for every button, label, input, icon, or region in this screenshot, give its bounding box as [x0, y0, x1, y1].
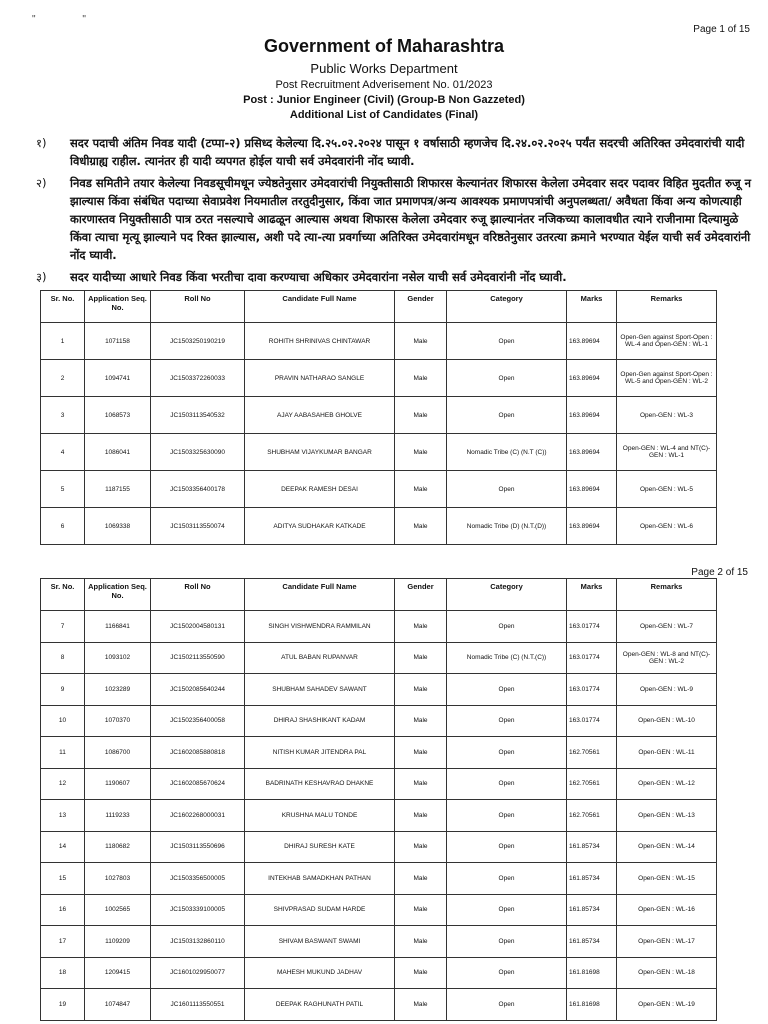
sr-no-cell: 8	[41, 642, 85, 674]
table-row	[41, 434, 717, 471]
candidate-name-cell: NITISH KUMAR JITENDRA PAL	[245, 737, 395, 769]
roll-no-cell: JC1601029950077	[151, 957, 245, 989]
table-row	[41, 926, 717, 958]
note-number: ३)	[36, 270, 47, 284]
remarks-cell: Open-GEN : WL-3	[617, 397, 717, 434]
roll-no-cell: JC1602268000031	[151, 800, 245, 832]
gender-cell: Male	[395, 926, 447, 958]
gender-cell: Male	[395, 863, 447, 895]
sr-no-cell: 18	[41, 957, 85, 989]
gender-cell: Male	[395, 642, 447, 674]
candidate-name-cell: MAHESH MUKUND JADHAV	[245, 957, 395, 989]
candidate-name-cell: SHIVAM BASWANT SWAMI	[245, 926, 395, 958]
roll-no-cell: JC1503132860110	[151, 926, 245, 958]
corner-marks: " "	[32, 14, 108, 25]
sr-no-cell: 15	[41, 863, 85, 895]
gender-cell: Male	[395, 471, 447, 508]
table-row	[41, 360, 717, 397]
table-row	[41, 705, 717, 737]
table-row	[41, 397, 717, 434]
table-row	[41, 800, 717, 832]
candidate-name-cell: BADRINATH KESHAVRAO DHAKNE	[245, 768, 395, 800]
marks-cell: 161.81698	[567, 989, 617, 1021]
sr-no-cell: 3	[41, 397, 85, 434]
marks-cell: 162.70561	[567, 768, 617, 800]
roll-no-cell: JC1601113550551	[151, 989, 245, 1021]
gender-cell: Male	[395, 705, 447, 737]
sr-no-cell: 2	[41, 360, 85, 397]
roll-no-cell: JC1502356400058	[151, 705, 245, 737]
department-name: Public Works Department	[310, 61, 458, 76]
note-text: सदर यादीच्या आधारे निवड किंवा भरतीचा दावा करण्याचा अधिकार उमेदवारांना नसेल याची सर्व उमेदवारांनी नोंद घ्यावी.	[70, 270, 567, 284]
app-seq-no-cell: 1002565	[85, 894, 151, 926]
app-seq-no-cell: 1086041	[85, 434, 151, 471]
remarks-cell: Open-GEN : WL-13	[617, 800, 717, 832]
category-cell: Open	[447, 989, 567, 1021]
category-cell: Open	[447, 397, 567, 434]
gender-cell: Male	[395, 989, 447, 1021]
app-seq-no-cell: 1069338	[85, 508, 151, 545]
col-name-header: Candidate Full Name	[245, 579, 395, 611]
marks-cell: 163.89694	[567, 508, 617, 545]
candidate-name-cell: ROHITH SHRINIVAS CHINTAWAR	[245, 323, 395, 360]
table-row	[41, 508, 717, 545]
roll-no-cell: JC1602085880818	[151, 737, 245, 769]
remarks-cell: Open-GEN : WL-6	[617, 508, 717, 545]
app-seq-no-cell: 1027803	[85, 863, 151, 895]
category-cell: Open	[447, 705, 567, 737]
table-row	[41, 674, 717, 706]
marks-cell: 163.89694	[567, 434, 617, 471]
col-remarks-header: Remarks	[617, 579, 717, 611]
note-item	[36, 134, 754, 170]
sr-no-cell: 5	[41, 471, 85, 508]
marks-cell: 161.81698	[567, 957, 617, 989]
remarks-cell: Open-GEN : WL-18	[617, 957, 717, 989]
note-text: सदर पदाची अंतिम निवड यादी (टप्पा-२) प्रसिध्द केलेल्या दि.२५.०२.२०२४ पासून १ वर्षासाठी म्हणजेच दि.२४.०२.२०२५ पर्यंत सदरची अतिरिक्त उमेदवारांची यादी विधीग्राह्य राहील. त्यानंतर ही यादी व्यपगत होईल याची सर्व उमेदवारांनी नोंद घ्यावी.	[70, 136, 745, 168]
col-marks-header: Marks	[567, 291, 617, 323]
advertisement-number: Post Recruitment Adverisement No. 01/2023	[275, 79, 493, 91]
col-sr-no-header: Sr. No.	[41, 291, 85, 323]
app-seq-no-cell: 1187155	[85, 471, 151, 508]
gender-cell: Male	[395, 768, 447, 800]
candidate-name-cell: ADITYA SUDHAKAR KATKADE	[245, 508, 395, 545]
table-row	[41, 611, 717, 643]
category-cell: Open	[447, 611, 567, 643]
marks-cell: 161.85734	[567, 894, 617, 926]
roll-no-cell: JC1503325630090	[151, 434, 245, 471]
notes-section	[36, 134, 754, 290]
col-app-seq-header: Application Seq. No.	[85, 579, 151, 611]
col-gender-header: Gender	[395, 291, 447, 323]
candidate-name-cell: SHIVPRASAD SUDAM HARDE	[245, 894, 395, 926]
category-cell: Open	[447, 894, 567, 926]
app-seq-no-cell: 1094741	[85, 360, 151, 397]
category-cell: Open	[447, 323, 567, 360]
remarks-cell: Open-GEN : WL-7	[617, 611, 717, 643]
category-cell: Open	[447, 863, 567, 895]
gender-cell: Male	[395, 508, 447, 545]
marks-cell: 163.01774	[567, 611, 617, 643]
category-cell: Open	[447, 926, 567, 958]
note-number: २)	[36, 176, 47, 190]
marks-cell: 163.01774	[567, 705, 617, 737]
roll-no-cell: JC1503356400178	[151, 471, 245, 508]
table-row	[41, 989, 717, 1021]
gender-cell: Male	[395, 611, 447, 643]
app-seq-no-cell: 1023289	[85, 674, 151, 706]
roll-no-cell: JC1503113550074	[151, 508, 245, 545]
gender-cell: Male	[395, 434, 447, 471]
gender-cell: Male	[395, 831, 447, 863]
sr-no-cell: 14	[41, 831, 85, 863]
gender-cell: Male	[395, 323, 447, 360]
col-category-header: Category	[447, 291, 567, 323]
category-cell: Open	[447, 737, 567, 769]
col-marks-header: Marks	[567, 579, 617, 611]
category-cell: Nomadic Tribe (C) (N.T (C))	[447, 434, 567, 471]
candidate-name-cell: SHUBHAM SAHADEV SAWANT	[245, 674, 395, 706]
col-app-seq-header: Application Seq. No.	[85, 291, 151, 323]
remarks-cell: Open-GEN : WL-10	[617, 705, 717, 737]
candidate-name-cell: DHIRAJ SURESH KATE	[245, 831, 395, 863]
marks-cell: 163.89694	[567, 471, 617, 508]
sr-no-cell: 6	[41, 508, 85, 545]
col-remarks-header: Remarks	[617, 291, 717, 323]
sr-no-cell: 16	[41, 894, 85, 926]
marks-cell: 161.85734	[567, 863, 617, 895]
table-row	[41, 957, 717, 989]
note-number: १)	[36, 136, 47, 150]
category-cell: Open	[447, 471, 567, 508]
table-row	[41, 768, 717, 800]
sr-no-cell: 7	[41, 611, 85, 643]
gender-cell: Male	[395, 674, 447, 706]
candidate-name-cell: ATUL BABAN RUPANVAR	[245, 642, 395, 674]
page-title: Government of Maharashtra	[263, 36, 505, 56]
col-gender-header: Gender	[395, 579, 447, 611]
marks-cell: 162.70561	[567, 737, 617, 769]
sr-no-cell: 4	[41, 434, 85, 471]
candidate-name-cell: INTEKHAB SAMADKHAN PATHAN	[245, 863, 395, 895]
table-row	[41, 737, 717, 769]
app-seq-no-cell: 1190607	[85, 768, 151, 800]
remarks-cell: Open-Gen against Sport-Open : WL-5 and Open-GEN : WL-2	[617, 360, 717, 397]
app-seq-no-cell: 1209415	[85, 957, 151, 989]
app-seq-no-cell: 1119233	[85, 800, 151, 832]
candidate-name-cell: DEEPAK RAMESH DESAI	[245, 471, 395, 508]
marks-cell: 163.01774	[567, 642, 617, 674]
remarks-cell: Open-GEN : WL-9	[617, 674, 717, 706]
note-item	[36, 268, 754, 286]
note-text: निवड समितीने तयार केलेल्या निवडसूचीमधून ज्येष्ठतेनुसार उमेदवारांची नियुक्तीसाठी शिफारस केल्यानंतर शिफारस केलेला उमेदवार सदर पदावर विहित मुदतीत रुजू न झाल्यास किंवा संबंधित पदाच्या सेवाप्रवेश नियमातील तरतुदीनुसार, किंवा जात प्रमाणपत्र/अन्य आवश्यक प्रमाणपत्रांची अनुपलब्धता/ अवैधता किंवा अन्य कोणत्याही कारणास्तव नियुक्तीसाठी पात्र ठरत नसल्याचे आढळून आल्यास अथवा शिफारस केलेला उमेदवार रुजू झाल्यानंतर नजिकच्या कालावधीत त्याने राजीनामा दिल्यामुळे किंवा त्याचा मृत्यू झाल्याने पद रिक्त झाल्यास, अशी पदे त्या-त्या प्रवर्गाच्या अतिरिक्त उमेदवारांमधून वरिष्ठतेनुसार उतरत्या क्रमाने भरण्यात येईल याची सर्व उमेदवारांनी नोंद घ्यावी.	[70, 176, 751, 262]
marks-cell: 161.85734	[567, 831, 617, 863]
page-number-2: Page 2 of 15	[691, 567, 748, 578]
category-cell: Open	[447, 674, 567, 706]
category-cell: Open	[447, 360, 567, 397]
gender-cell: Male	[395, 737, 447, 769]
app-seq-no-cell: 1068573	[85, 397, 151, 434]
candidate-name-cell: AJAY AABASAHEB GHOLVE	[245, 397, 395, 434]
candidates-table-page2	[40, 578, 717, 1021]
col-name-header: Candidate Full Name	[245, 291, 395, 323]
roll-no-cell: JC1502004580131	[151, 611, 245, 643]
category-cell: Open	[447, 768, 567, 800]
candidate-name-cell: SHUBHAM VIJAYKUMAR BANGAR	[245, 434, 395, 471]
sr-no-cell: 10	[41, 705, 85, 737]
remarks-cell: Open-GEN : WL-12	[617, 768, 717, 800]
remarks-cell: Open-GEN : WL-19	[617, 989, 717, 1021]
sr-no-cell: 11	[41, 737, 85, 769]
roll-no-cell: JC1503356500005	[151, 863, 245, 895]
app-seq-no-cell: 1109209	[85, 926, 151, 958]
candidate-name-cell: PRAVIN NATHARAO SANGLE	[245, 360, 395, 397]
marks-cell: 163.89694	[567, 323, 617, 360]
col-roll-no-header: Roll No	[151, 291, 245, 323]
remarks-cell: Open-GEN : WL-11	[617, 737, 717, 769]
app-seq-no-cell: 1166841	[85, 611, 151, 643]
remarks-cell: Open-GEN : WL-17	[617, 926, 717, 958]
app-seq-no-cell: 1093102	[85, 642, 151, 674]
sr-no-cell: 9	[41, 674, 85, 706]
candidate-name-cell: DHIRAJ SHASHIKANT KADAM	[245, 705, 395, 737]
gender-cell: Male	[395, 957, 447, 989]
roll-no-cell: JC1502085640244	[151, 674, 245, 706]
roll-no-cell: JC1503113550696	[151, 831, 245, 863]
gender-cell: Male	[395, 397, 447, 434]
app-seq-no-cell: 1086700	[85, 737, 151, 769]
col-category-header: Category	[447, 579, 567, 611]
roll-no-cell: JC1503250190219	[151, 323, 245, 360]
roll-no-cell: JC1503372260033	[151, 360, 245, 397]
col-sr-no-header: Sr. No.	[41, 579, 85, 611]
remarks-cell: Open-GEN : WL-8 and NT(C)-GEN : WL-2	[617, 642, 717, 674]
candidates-table-page1	[40, 290, 717, 545]
remarks-cell: Open-GEN : WL-15	[617, 863, 717, 895]
marks-cell: 161.85734	[567, 926, 617, 958]
sr-no-cell: 17	[41, 926, 85, 958]
candidate-name-cell: DEEPAK RAGHUNATH PATIL	[245, 989, 395, 1021]
note-item	[36, 174, 754, 264]
app-seq-no-cell: 1070370	[85, 705, 151, 737]
table-row	[41, 863, 717, 895]
roll-no-cell: JC1502113550590	[151, 642, 245, 674]
sr-no-cell: 1	[41, 323, 85, 360]
roll-no-cell: JC1602085670624	[151, 768, 245, 800]
marks-cell: 163.01774	[567, 674, 617, 706]
gender-cell: Male	[395, 360, 447, 397]
marks-cell: 162.70561	[567, 800, 617, 832]
remarks-cell: Open-GEN : WL-4 and NT(C)-GEN : WL-1	[617, 434, 717, 471]
table-row	[41, 894, 717, 926]
remarks-cell: Open-Gen against Sport-Open : WL-4 and Open-GEN : WL-1	[617, 323, 717, 360]
table-row	[41, 642, 717, 674]
category-cell: Nomadic Tribe (C) (N.T.(C))	[447, 642, 567, 674]
marks-cell: 163.89694	[567, 397, 617, 434]
list-title: Additional List of Candidates (Final)	[289, 109, 479, 121]
remarks-cell: Open-GEN : WL-16	[617, 894, 717, 926]
category-cell: Open	[447, 800, 567, 832]
sr-no-cell: 13	[41, 800, 85, 832]
page-number: Page 1 of 15	[693, 24, 750, 35]
remarks-cell: Open-GEN : WL-14	[617, 831, 717, 863]
col-roll-no-header: Roll No	[151, 579, 245, 611]
app-seq-no-cell: 1180682	[85, 831, 151, 863]
table-row	[41, 831, 717, 863]
table-row	[41, 471, 717, 508]
app-seq-no-cell: 1074847	[85, 989, 151, 1021]
roll-no-cell: JC1503339100005	[151, 894, 245, 926]
marks-cell: 163.89694	[567, 360, 617, 397]
gender-cell: Male	[395, 800, 447, 832]
gender-cell: Male	[395, 894, 447, 926]
candidate-name-cell: KRUSHNA MALU TONDE	[245, 800, 395, 832]
category-cell: Open	[447, 957, 567, 989]
remarks-cell: Open-GEN : WL-5	[617, 471, 717, 508]
category-cell: Open	[447, 831, 567, 863]
document-header	[0, 36, 768, 121]
post-name: Post : Junior Engineer (Civil) (Group-B Non Gazzeted)	[243, 94, 525, 106]
table-row	[41, 323, 717, 360]
sr-no-cell: 19	[41, 989, 85, 1021]
app-seq-no-cell: 1071158	[85, 323, 151, 360]
candidate-name-cell: SINGH VISHWENDRA RAMMILAN	[245, 611, 395, 643]
sr-no-cell: 12	[41, 768, 85, 800]
category-cell: Nomadic Tribe (D) (N.T.(D))	[447, 508, 567, 545]
roll-no-cell: JC1503113540532	[151, 397, 245, 434]
